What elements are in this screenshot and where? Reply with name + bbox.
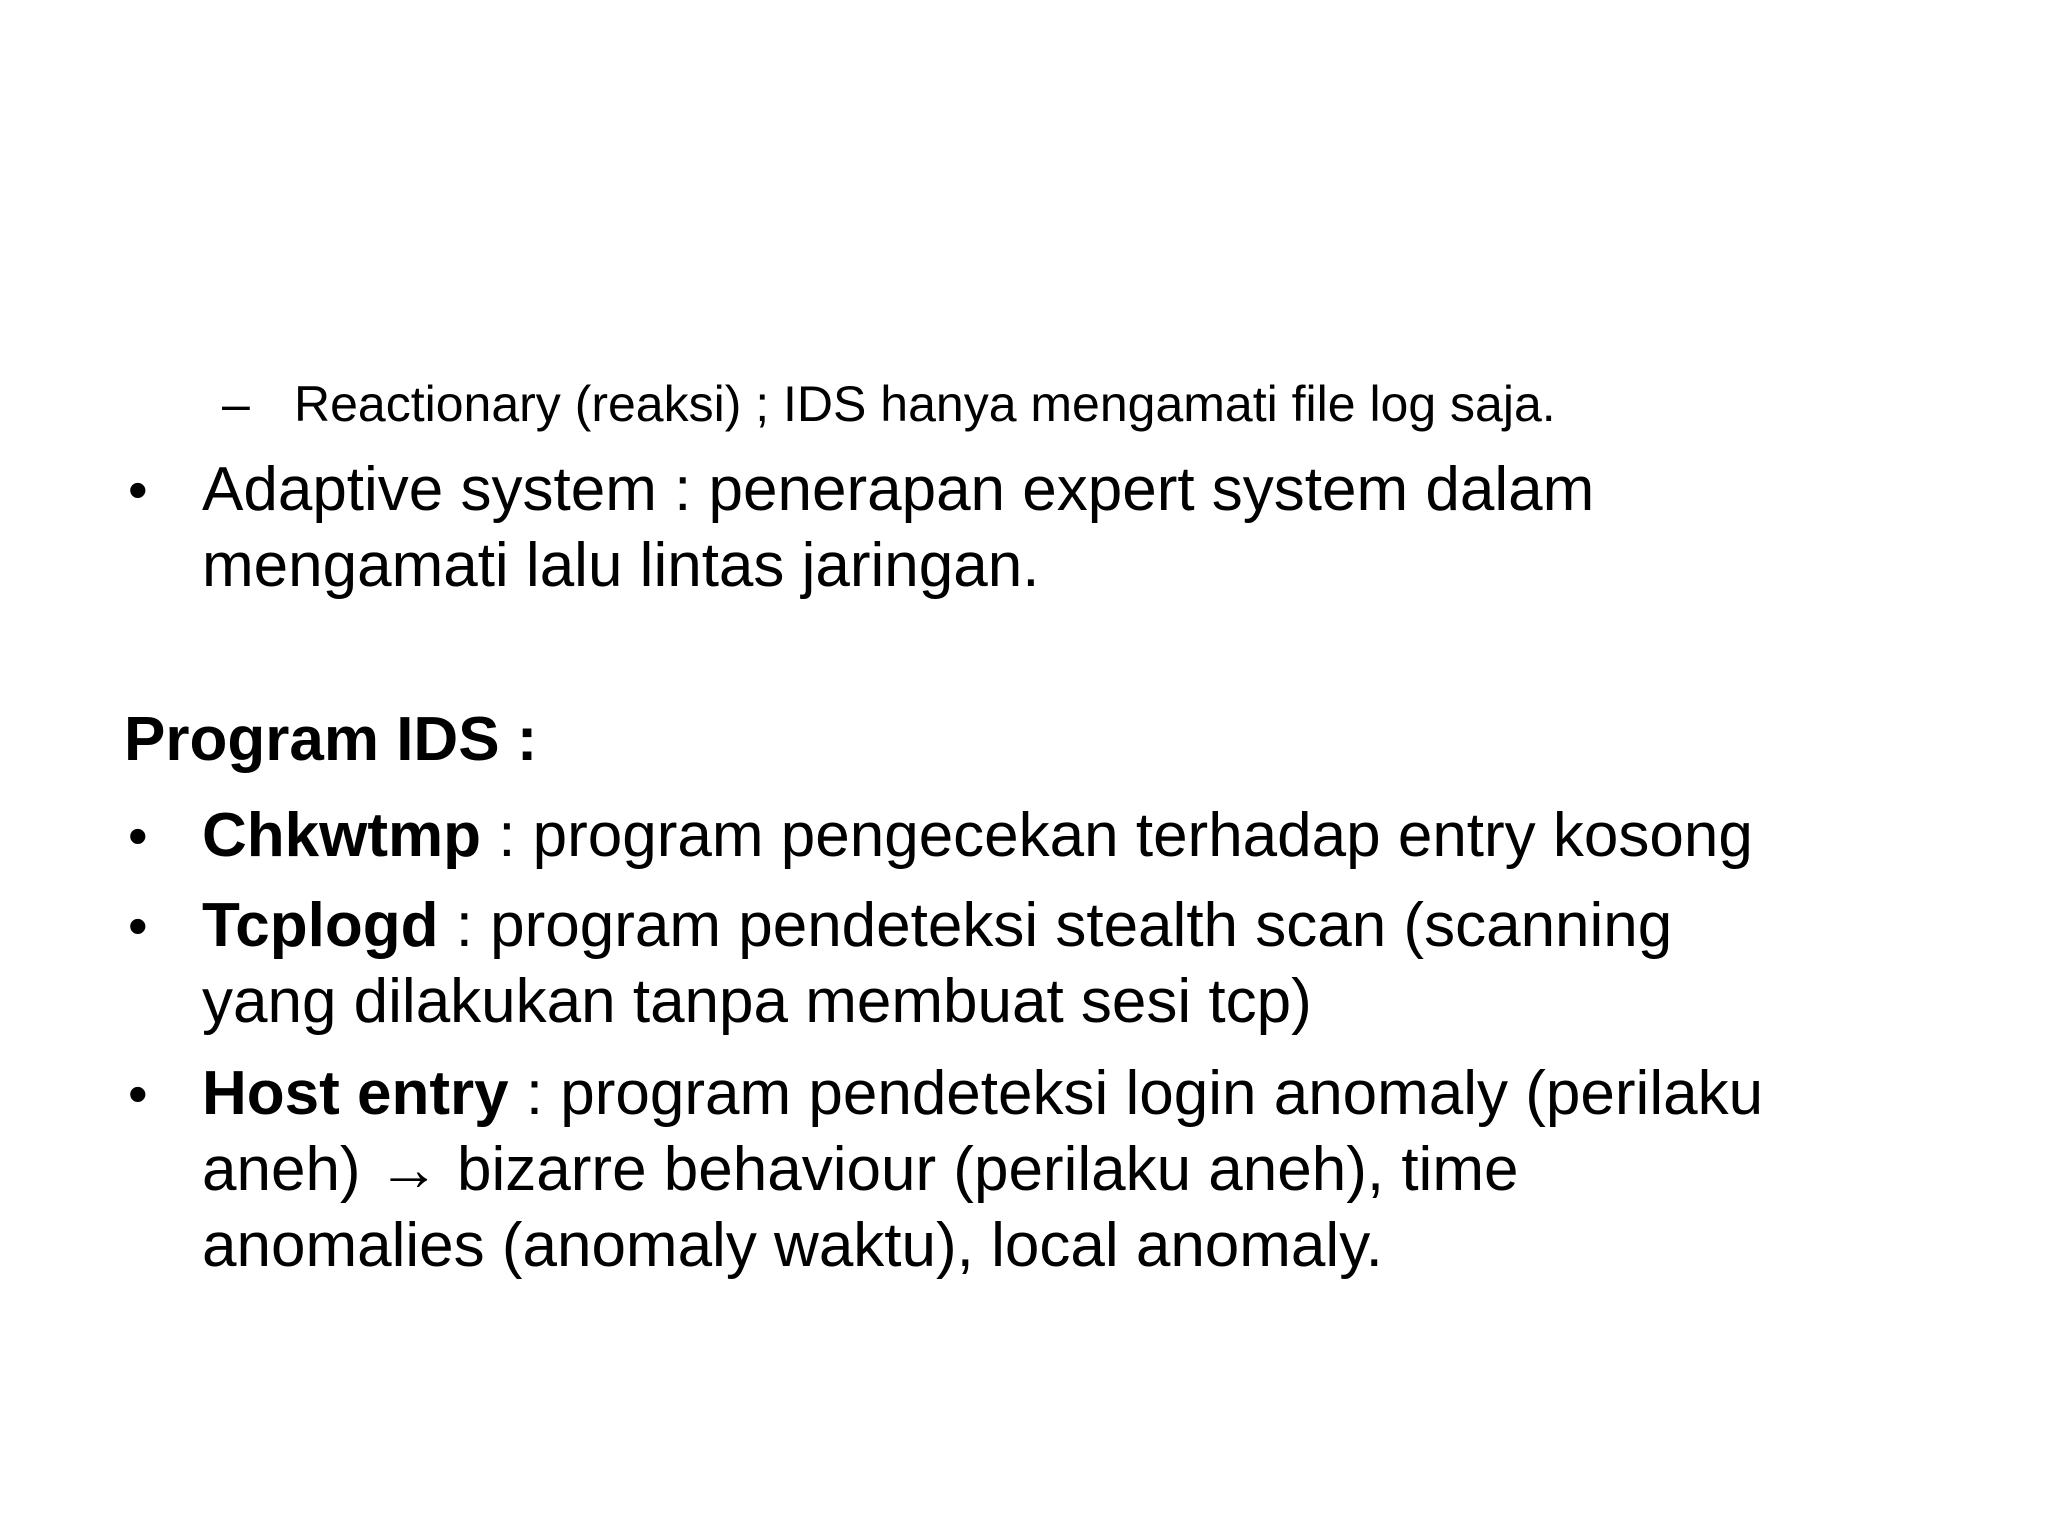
line-segment: bizarre behaviour (perilaku aneh), time	[439, 1135, 1519, 1204]
bullet-line: Adaptive system : penerapan expert system dalam	[202, 455, 1595, 524]
program-description: : program pengecekan terhadap entry kosong	[481, 801, 1753, 870]
bullet-line: mengamati lalu lintas jaringan.	[202, 531, 1040, 600]
bullet-chkwtmp-text	[202, 798, 2000, 874]
program-name: Host entry	[202, 1059, 509, 1128]
bullet-line	[202, 1132, 2000, 1208]
bullet-tcplogd	[120, 888, 2000, 1040]
bullet-marker: •	[128, 804, 148, 867]
bullet-marker: •	[128, 894, 148, 957]
bullet-line	[202, 1056, 2000, 1132]
bullet-host-entry-text	[202, 1056, 2000, 1284]
sub-bullet-text: Reactionary (reaksi) ; IDS hanya mengamati file log saja.	[294, 376, 1556, 432]
bullet-line: yang dilakukan tanpa membuat sesi tcp)	[202, 967, 1312, 1036]
bullet-line	[202, 798, 2000, 874]
line-segment: aneh)	[202, 1135, 378, 1204]
bullet-tcplogd-text	[202, 888, 2000, 1040]
bullet-adaptive-text	[202, 452, 2000, 604]
dash-marker: –	[222, 376, 250, 432]
section-heading: Program IDS :	[124, 705, 538, 774]
program-name: Tcplogd	[202, 891, 439, 960]
program-name: Chkwtmp	[202, 801, 481, 870]
arrow-icon: →	[377, 1135, 440, 1204]
program-description: : program pendeteksi login anomaly (perilaku	[508, 1059, 1764, 1128]
bullet-adaptive-system	[120, 452, 2000, 604]
program-description: : program pendeteksi stealth scan (scanning	[438, 891, 1673, 960]
bullet-chkwtmp	[120, 798, 2000, 874]
bullet-marker: •	[128, 1062, 148, 1125]
bullet-host-entry	[120, 1056, 2000, 1284]
bullet-marker: •	[128, 458, 148, 521]
bullet-line: anomalies (anomaly waktu), local anomaly.	[202, 1211, 1383, 1280]
bullet-line	[202, 888, 2000, 964]
